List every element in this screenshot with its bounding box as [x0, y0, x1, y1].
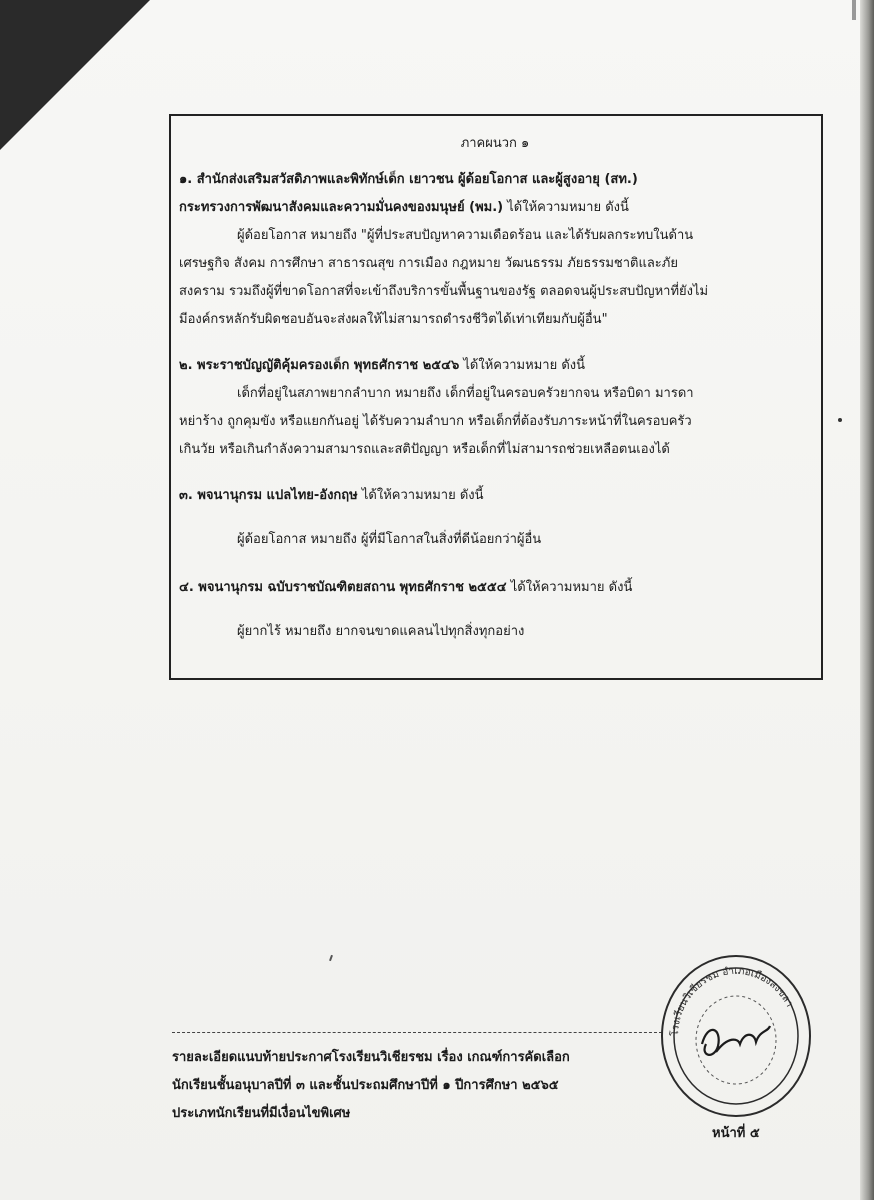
section-1-line-1: ผู้ด้อยโอกาส หมายถึง "ผู้ที่ประสบปัญหาความเดือดร้อน และได้รับผลกระทบในด้าน [237, 228, 694, 243]
section-2-line-3: เกินวัย หรือเกินกำลังความสามารถและสติปัญญา หรือเด็กที่ไม่สามารถช่วยเหลือตนเองได้ [179, 442, 670, 457]
section-1-heading-bold: กระทรวงการพัฒนาสังคมและความมั่นคงของมนุษย์ (พม.) [179, 200, 504, 215]
seal-text: โรงเรียนวิเชียรชม อำเภอเมืองสงขลา [669, 965, 795, 1037]
section-3-heading-tail: ได้ให้ความหมาย ดังนี้ [357, 488, 484, 503]
spacer [179, 510, 811, 526]
section-3-heading [179, 482, 811, 510]
section-1-heading-tail: ได้ให้ความหมาย ดังนี้ [503, 200, 629, 215]
section-1-line-4: มีองค์กรหลักรับผิดชอบอันจะส่งผลให้ไม่สามารถดำรงชีวิตได้เท่าเทียมกับผู้อื่น" [179, 312, 608, 327]
section-3-heading-bold: ๓. พจนานุกรม แปลไทย-อังกฤษ [179, 488, 358, 503]
section-2-line-1: เด็กที่อยู่ในสภาพยากลำบาก หมายถึง เด็กที่อยู่ในครอบครัวยากจน หรือบิดา มารดา [237, 386, 694, 401]
spacer [179, 602, 811, 618]
appendix-title: ภาคผนวก ๑ [460, 136, 530, 151]
spacer [179, 334, 811, 352]
appendix-box [169, 114, 823, 680]
spacer [179, 554, 811, 574]
footer-note [172, 1044, 672, 1128]
section-1-heading-line-1: ๑. สำนักส่งเสริมสวัสดิภาพและพิทักษ์เด็ก เยาวชน ผู้ด้อยโอกาส และผู้สูงอายุ (สท.) [179, 172, 638, 187]
section-1-heading-line-2 [179, 194, 811, 222]
section-1-line-2: เศรษฐกิจ สังคม การศึกษา สาธารณสุข การเมือง กฎหมาย วัฒนธรรม ภัยธรรมชาติและภัย [179, 256, 678, 271]
spacer [179, 464, 811, 482]
section-4-heading-tail: ได้ให้ความหมาย ดังนี้ [506, 580, 633, 595]
scan-corner-shadow [0, 0, 150, 150]
footer-line-2: นักเรียนชั้นอนุบาลปีที่ ๓ และชั้นประถมศึกษาปีที่ ๑ ปีการศึกษา ๒๕๖๕ [172, 1078, 559, 1093]
section-4-line-1: ผู้ยากไร้ หมายถึง ยากจนขาดแคลนไปทุกสิ่งทุกอย่าง [237, 624, 525, 639]
page-number: หน้าที่ ๕ [712, 1126, 760, 1141]
footer-line-1: รายละเอียดแนบท้ายประกาศโรงเรียนวิเชียรชม เรื่อง เกณฑ์การคัดเลือก [172, 1050, 570, 1065]
scan-right-edge [860, 0, 874, 1200]
section-1-line-3: สงคราม รวมถึงผู้ที่ขาดโอกาสที่จะเข้าถึงบริการขั้นพื้นฐานของรัฐ ตลอดจนผู้ประสบปัญหาที่ยังไม่ [179, 284, 709, 299]
section-2-heading-tail: ได้ให้ความหมาย ดังนี้ [459, 358, 585, 373]
section-4-heading-bold: ๔. พจนานุกรม ฉบับราชบัณฑิตยสถาน พุทธศักราช ๒๕๕๔ [179, 580, 507, 595]
scan-top-mark [852, 0, 856, 20]
footer-divider [172, 1032, 662, 1033]
school-seal-stamp [656, 952, 816, 1120]
signature [702, 1026, 770, 1055]
section-2-line-2: หย่าร้าง ถูกคุมขัง หรือแยกกันอยู่ ได้รับความลำบาก หรือเด็กที่ต้องรับภาระหน้าที่ในครอบครัว [179, 414, 692, 429]
scan-speck [329, 955, 333, 961]
section-4-heading [179, 574, 811, 602]
section-3-line-1: ผู้ด้อยโอกาส หมายถึง ผู้ที่มีโอกาสในสิ่งที่ดีน้อยกว่าผู้อื่น [237, 532, 542, 547]
scan-speck [838, 418, 842, 422]
section-2-heading [179, 352, 811, 380]
section-2-heading-bold: ๒. พระราชบัญญัติคุ้มครองเด็ก พุทธศักราช ๒๕๔๖ [179, 358, 460, 373]
footer-line-3: ประเภทนักเรียนที่มีเงื่อนไขพิเศษ [172, 1106, 351, 1121]
